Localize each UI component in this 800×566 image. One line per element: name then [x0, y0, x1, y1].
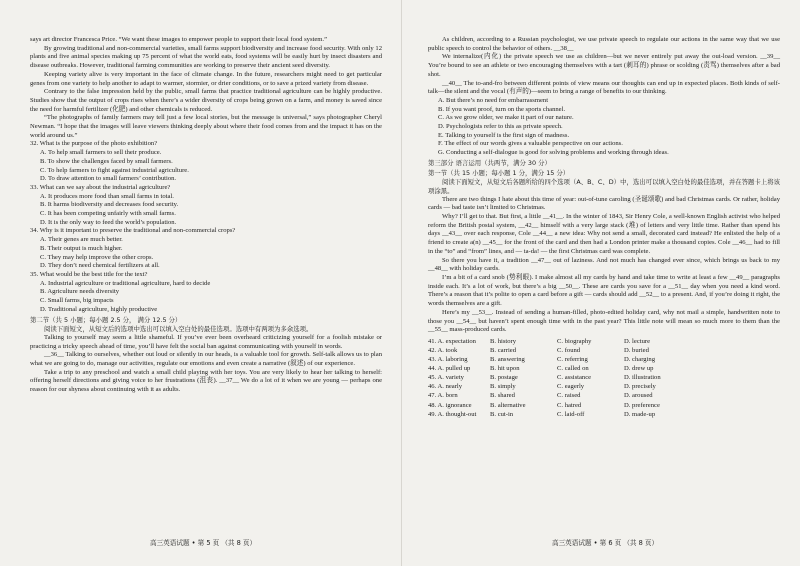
- cloze-paragraph: Why? I’ll get to that. But first, a little __41__. In the winter of 1843, Sir Henry Cole, a well-known English activist who helped reform the British postal system, __42__ himself with a very large stack (堆) of letters and very little time. Rather than spend his days __43__ over each response, Cole __44__ a new idea: Why not send a small, decorated card instead? He enlisted the help of a friend to create a(n) __45__ for the front of the card and then had a London printer make a thousand copies. Cole __46__ had to fill in the “to” and “from” lines, and — ta-da! — the first Christmas card was complete.: [428, 213, 780, 255]
- choice-cell: C. found: [557, 347, 581, 354]
- passage-paragraph: Talking to yourself may seem a little shameful. If you’ve ever been overheard criticizing yourself for a foolish mistake or practicing a tricky speech ahead of time, you’ll have felt the social ban against communicating with yourself in words.: [30, 333, 382, 350]
- gap-option: C. As we grow older, we make it part of our nature.: [438, 114, 574, 122]
- choice-cell: B. alternative: [490, 401, 526, 409]
- page-footer-left: 高三英语试题 • 第 5 页 （共 8 页）: [150, 539, 257, 547]
- question-32: [30, 140, 382, 184]
- gap-option: G. Conducting a self-dialogue is good for solving problems and working through ideas.: [438, 149, 669, 157]
- answer-option: B. It harms biodiversity and decreases food security.: [40, 201, 179, 209]
- answer-option: A. To help small farmers to sell their produce.: [40, 149, 162, 157]
- choice-cell: C. laid-off: [557, 410, 585, 418]
- choice-cell: 43. A. laboring: [428, 356, 468, 364]
- answer-option: D. Traditional agriculture, highly productive: [40, 305, 158, 313]
- passage-paragraph: By growing traditional and non-commercial varieties, small farms support biodiversity and increase food security. With only 12 plants and five animal species making up 75 percent of what the world eats, food systems will be easily hurt by insect disasters and disease outbreaks. However, traditional farming communities are working to preserve their ancient seed diversity.: [30, 44, 382, 70]
- passage-paragraph: Contrary to the false impression held by the public, small farms that practice traditional agriculture can be highly productive. Studies show that the output of crops rises when there’s a wider diversity of crops being grown on a farm, and money is saved since the need for harmful fertilizer (化肥) and other chemicals is reduced.: [30, 88, 382, 113]
- question-stem: 33. What can we say about the industrial agriculture?: [30, 183, 171, 191]
- part-heading: 第三部分 语言运用（共两节，满分 30 分）: [428, 158, 551, 167]
- choice-cell: D. preference: [624, 401, 660, 409]
- section-heading: 第二节（共 5 小题；每小题 2.5 分， 满分 12.5 分）: [30, 315, 182, 324]
- choice-cell: D. illustration: [624, 374, 661, 382]
- answer-option: C. To help farmers to fight against industrial agriculture.: [40, 166, 189, 174]
- question-34: [30, 227, 382, 271]
- answer-option: D. To draw attention to small farmers’ contribution.: [40, 175, 177, 183]
- cloze-paragraph: Here’s my __53__. Instead of sending a human-filled, photo-edited holiday card, why not mail a simple, handwritten note to those you __54__ but haven’t spent enough time with in the past year? This little note will mean so much more to them than the __55__ mass-produced cards.: [428, 308, 780, 334]
- answer-option: D. They don’t need chemical fertilizers at all.: [40, 262, 160, 270]
- answer-option: B. Their output is much higher.: [40, 244, 123, 252]
- choice-cell: B. simply: [490, 383, 516, 391]
- passage-paragraph: We internalize(内化) the private speech we use as children—but we never entirely put away the out-load version. __39__ You’re bound to see an athlete or two encouraging themselves with a tart (刺耳的) phrase or scolding (责骂) themselves after a bad shot.: [428, 53, 780, 78]
- choice-cell: C. hatred: [557, 401, 582, 409]
- question-stem: 34. Why is it important to preserve the traditional and non-commercial crops?: [30, 227, 236, 235]
- choice-cell: 45. A. variety: [428, 374, 464, 382]
- question-33: [30, 184, 382, 228]
- answer-option: B. To show the challenges faced by small farmers.: [40, 157, 173, 165]
- choice-cell: B. carried: [490, 347, 516, 354]
- choice-cell: C. raised: [557, 392, 581, 400]
- answer-option: B. Agriculture needs diversity: [40, 288, 120, 296]
- cloze-choices-grid: [428, 338, 780, 419]
- choice-cell: 48. A. ignorance: [428, 401, 472, 409]
- choice-cell: 41. A. expectation: [428, 337, 476, 345]
- choice-cell: 47. A. born: [428, 392, 458, 400]
- passage-paragraph: says art director Francesca Price. “We want these images to empower people to support their local food system.”: [30, 36, 328, 43]
- passage-paragraph: __36__ Talking to ourselves, whether out loud or silently in our heads, is a valuable tool for growth. Self-talk allows us to plan what we are going to do, manage our activities, regulate our emotions and even create a narrative (叙述) of our experience.: [30, 351, 382, 368]
- question-35: [30, 271, 382, 315]
- page-footer-right: 高三英语试题 • 第 6 页 （共 8 页）: [552, 539, 659, 547]
- choice-cell: 46. A. nearly: [428, 383, 463, 391]
- choice-cell: D. made-up: [624, 410, 656, 418]
- choice-cell: B. history: [490, 337, 517, 345]
- choice-cell: B. shared: [490, 392, 515, 400]
- section-heading: 第一节（共 15 小题；每小题 1 分，满分 15 分）: [428, 168, 570, 177]
- answer-option: A. It produces more food than small farms in total.: [40, 192, 174, 200]
- passage-paragraph: Take a trip to any preschool and watch a small child playing with her toys. You are very likely to hear her talking to herself: offering herself directions and giving voice to her frustrations (沮丧). __37__ We do a lot of it when we are young — perhaps one reason for our shyness about continuing with it as adults.: [30, 368, 382, 394]
- answer-option: C. Small farms, big impacts: [40, 297, 114, 305]
- choice-cell: C. biography: [557, 337, 592, 345]
- choice-cell: D. aroused: [624, 392, 653, 400]
- answer-option: D. It is the only way to feed the world’s population.: [40, 218, 177, 226]
- choice-cell: B. postage: [490, 374, 518, 382]
- choice-cell: 42. A. took: [428, 347, 458, 354]
- cloze-paragraph: So there you have it, a tradition __47__ out of laziness. And not much has changed ever since, which brings us back to my __48__ with holiday cards.: [428, 256, 780, 273]
- question-stem: 35. What would be the best title for the text?: [30, 270, 148, 278]
- gap-option: D. Psychologists refer to this as private speech.: [438, 123, 563, 131]
- passage-paragraph: “The photographs of family farmers may tell just a few local stories, but the message is universal,” says photographer Cheryl Newman. “I hope that the images will leave viewers thinking deeply about where their food comes from and the impact it has on the world around us.”: [30, 114, 382, 139]
- choice-cell: D. precisely: [624, 383, 656, 391]
- cloze-paragraph: I’m a bit of a card snob (势利眼). I make almost all my cards by hand and take time to write at least a few __49__ paragraphs inside each. It’s a lot of work, but there’s a big __50__. These are cards you save for a __51__ day when you need a kind word. There’s a reason that it’s polite to open a card before a gift — cards should add __52__ to a present. And, if you’re doing it right, the words themselves are a gift.: [428, 273, 780, 308]
- cloze-paragraph: There are two things I hate about this time of year: out-of-tune caroling (圣诞颂歌) and bad Christmas cards. Or rather, holiday cards — bad taste isn’t limited to Christmas.: [428, 195, 780, 212]
- section-instruction: 阅读下面短文，从短文后的选项中选出可以填入空白处的最佳选项。选项中有两项为多余选项。: [44, 325, 313, 334]
- passage-paragraph: __40__ The to-and-fro between different points of view means our thoughts can end up in expected places. Both kinds of self-talk—the silent and the vocal (有声的)—seem to bring a range of benefits to our thinking.: [428, 79, 780, 96]
- choice-cell: D. lecture: [624, 337, 650, 345]
- choice-cell: C. called on: [557, 365, 589, 373]
- choice-cell: C. referring: [557, 356, 588, 364]
- choice-cell: C. assistance: [557, 374, 592, 382]
- left-page: [30, 36, 382, 395]
- section-instruction: 阅读下面短文，从短文后各题所给的四个选项（A、B、C、D）中，选出可以填入空白处的最佳选项，并在答题卡上将该项涂黑。: [428, 178, 780, 195]
- question-stem: 32. What is the purpose of the photo exhibition?: [30, 140, 158, 148]
- choice-cell: D. drew up: [624, 365, 654, 373]
- choice-cell: B. hit upon: [490, 365, 520, 373]
- choice-cell: B. answering: [490, 356, 525, 364]
- passage-paragraph: Keeping variety alive is very important in the face of climate change. In the future, researchers might need to get particular genes from one variety to help another to adapt to warmer, stormier, or drier conditions, or to save a prized variety from disease.: [30, 70, 382, 87]
- answer-option: A. Their genes are much better.: [40, 236, 123, 244]
- answer-option: C. They may help improve the other crops.: [40, 253, 154, 261]
- right-page: [428, 36, 780, 419]
- gap-option: E. Talking to yourself is the first sign of madness.: [438, 131, 570, 139]
- gap-option: A. But there’s no need for embarrassment: [438, 96, 549, 104]
- answer-option: C. It has been competing unfairly with small farms.: [40, 210, 176, 218]
- choice-cell: D. charging: [624, 356, 656, 364]
- page-divider: [401, 0, 402, 566]
- answer-option: A. Industrial agriculture or traditional agriculture, hard to decide: [40, 279, 211, 287]
- gap-option: F. The effect of our words gives a valuable perspective on our actions.: [438, 140, 623, 148]
- choice-cell: C. eagerly: [557, 383, 585, 391]
- choice-cell: B. cut-in: [490, 410, 514, 418]
- choice-cell: 49. A. thought-out: [428, 410, 477, 418]
- gap-option: B. If you want proof, turn on the sports channel.: [438, 105, 566, 113]
- passage-paragraph: As children, according to a Russian psychologist, we use private speech to regulate our actions in the same way that we use public speech to control the behavior of others. __38__: [428, 36, 780, 52]
- choice-cell: 44. A. pulled up: [428, 365, 471, 373]
- choice-cell: D. buried: [624, 347, 649, 354]
